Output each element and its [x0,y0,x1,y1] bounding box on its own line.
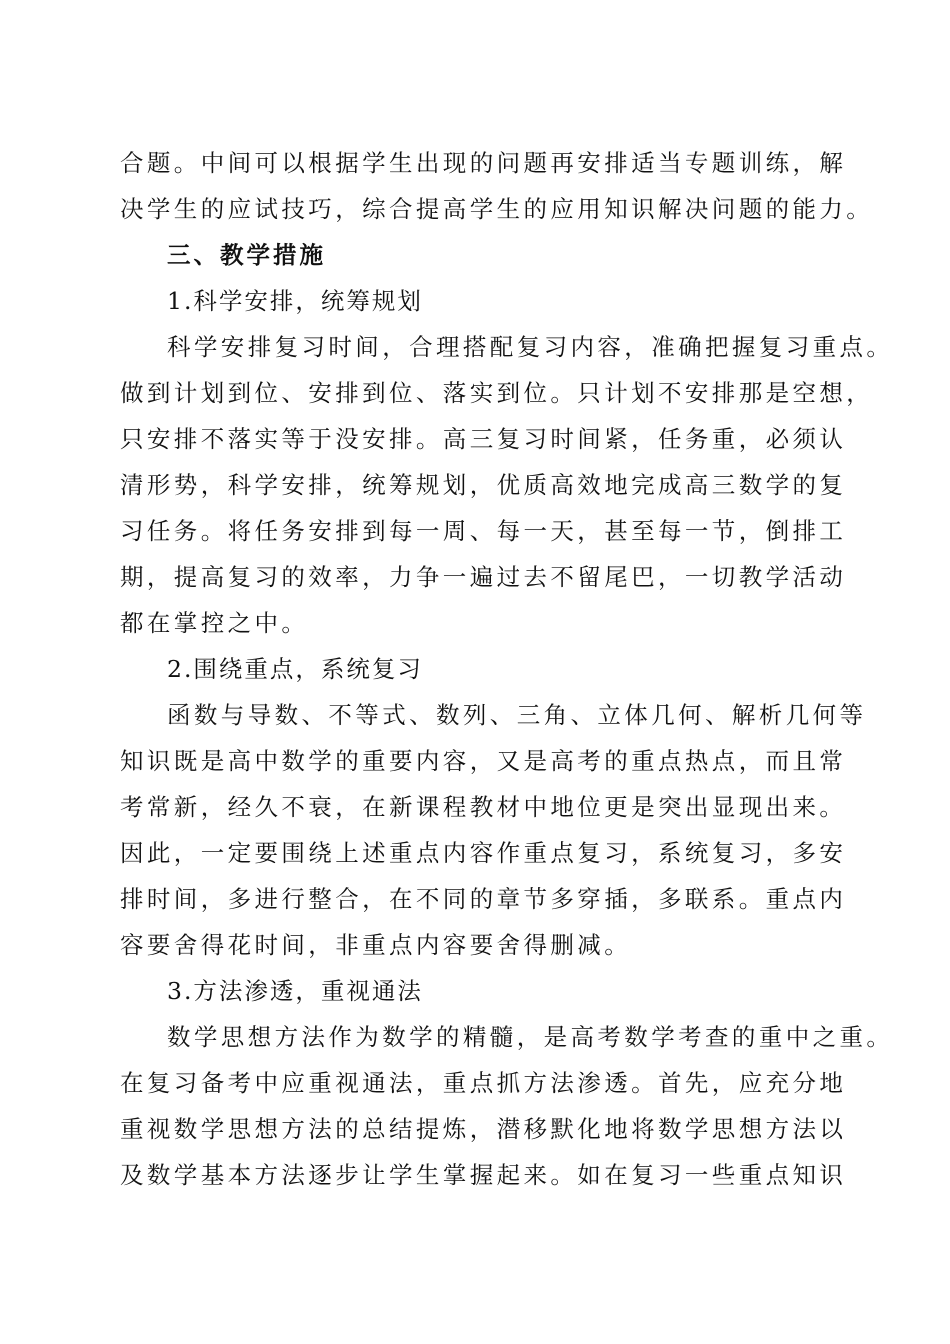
paragraph-line: 做到计划到位、安排到位、落实到位。只计划不安排那是空想， [120,379,874,407]
paragraph-line: 决学生的应试技巧，综合提高学生的应用知识解决问题的能力。 [120,195,874,223]
paragraph-line: 容要舍得花时间，非重点内容要舍得删减。 [120,931,632,959]
paragraph-line: 考常新，经久不衰，在新课程教材中地位更是突出显现出来。 [120,793,847,821]
document-body [120,140,894,1198]
paragraph-line: 数学思想方法作为数学的精髓，是高考数学考查的重中之重。 [167,1023,894,1051]
paragraph-line: 习任务。将任务安排到每一周、每一天，甚至每一节，倒排工 [120,517,847,545]
paragraph-line: 在复习备考中应重视通法，重点抓方法渗透。首先，应充分地 [120,1069,847,1097]
subsection-title: 1.科学安排，统筹规划 [167,287,423,315]
subsection-title: 2.围绕重点，系统复习 [167,655,423,683]
paragraph-line: 合题。中间可以根据学生出现的问题再安排适当专题训练，解 [120,149,847,177]
paragraph-line: 重视数学思想方法的总结提炼，潜移默化地将数学思想方法以 [120,1115,847,1143]
subsection-title: 3.方法渗透，重视通法 [167,977,423,1005]
paragraph-line: 排时间，多进行整合，在不同的章节多穿插，多联系。重点内 [120,885,847,913]
section-heading: 三、教学措施 [167,241,326,269]
paragraph-line: 期，提高复习的效率，力争一遍过去不留尾巴，一切教学活动 [120,563,847,591]
paragraph-line: 都在掌控之中。 [120,609,309,637]
paragraph-line: 及数学基本方法逐步让学生掌握起来。如在复习一些重点知识 [120,1161,847,1189]
paragraph-line: 科学安排复习时间，合理搭配复习内容，准确把握复习重点。 [167,333,894,361]
paragraph-line: 因此，一定要围绕上述重点内容作重点复习，系统复习，多安 [120,839,847,867]
paragraph-line: 函数与导数、不等式、数列、三角、立体几何、解析几何等 [167,701,867,729]
paragraph-line: 清形势，科学安排，统筹规划，优质高效地完成高三数学的复 [120,471,847,499]
paragraph-line: 知识既是高中数学的重要内容，又是高考的重点热点，而且常 [120,747,847,775]
paragraph-line: 只安排不落实等于没安排。高三复习时间紧，任务重，必须认 [120,425,847,453]
